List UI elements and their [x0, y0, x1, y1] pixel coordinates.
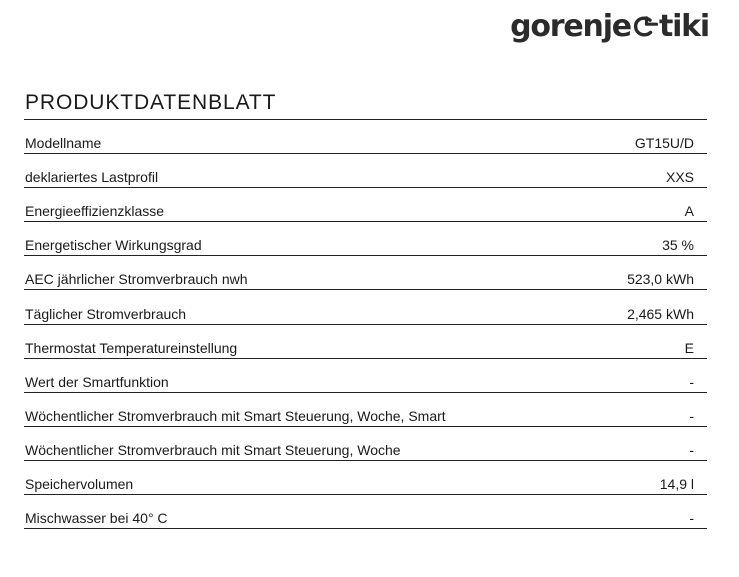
table-row [24, 290, 707, 324]
page-title: PRODUKTDATENBLATT [25, 91, 277, 114]
row-value: - [689, 510, 694, 527]
row-value: - [689, 373, 694, 390]
table-row [24, 393, 707, 427]
brand-logo [510, 9, 709, 44]
tiki-swirl-icon [633, 14, 659, 36]
table-row [24, 188, 707, 222]
row-label: deklariertes Lastprofil [25, 169, 159, 186]
table-row [24, 256, 707, 290]
row-value: 35 % [662, 237, 694, 254]
row-value: XXS [665, 169, 694, 186]
row-label: Täglicher Stromverbrauch [25, 305, 187, 322]
logo-text-tiki: tiki [658, 9, 709, 44]
table-row [24, 427, 707, 461]
table-row [24, 461, 707, 495]
row-label: Energetischer Wirkungsgrad [25, 237, 202, 254]
table-row [24, 222, 707, 256]
row-label: Wöchentlicher Stromverbrauch mit Smart Steuerung, Woche [25, 441, 401, 458]
table-row [24, 359, 707, 393]
row-value: - [689, 441, 694, 458]
row-value: 2,465 kWh [627, 305, 694, 322]
table-row [24, 495, 707, 529]
row-label: Energieeffizienzklasse [25, 203, 165, 220]
row-label: Wöchentlicher Stromverbrauch mit Smart Steuerung, Woche, Smart [25, 407, 446, 424]
row-label: Modellname [25, 135, 102, 152]
table-row [24, 120, 707, 154]
product-data-table [24, 120, 707, 529]
row-label: Speichervolumen [25, 476, 134, 493]
row-value: 523,0 kWh [627, 271, 694, 288]
row-label: Thermostat Temperatureinstellung [25, 339, 238, 356]
logo-text-gorenje: gorenje [510, 9, 631, 44]
row-value: 14,9 l [659, 476, 694, 493]
table-row [24, 325, 707, 359]
row-value: - [689, 407, 694, 424]
row-label: AEC jährlicher Stromverbrauch nwh [25, 271, 248, 288]
row-label: Mischwasser bei 40° C [25, 510, 168, 527]
row-value: A [684, 203, 694, 220]
row-value: E [684, 339, 694, 356]
row-value: GT15U/D [634, 135, 694, 152]
table-row [24, 154, 707, 188]
row-label: Wert der Smartfunktion [25, 373, 169, 390]
